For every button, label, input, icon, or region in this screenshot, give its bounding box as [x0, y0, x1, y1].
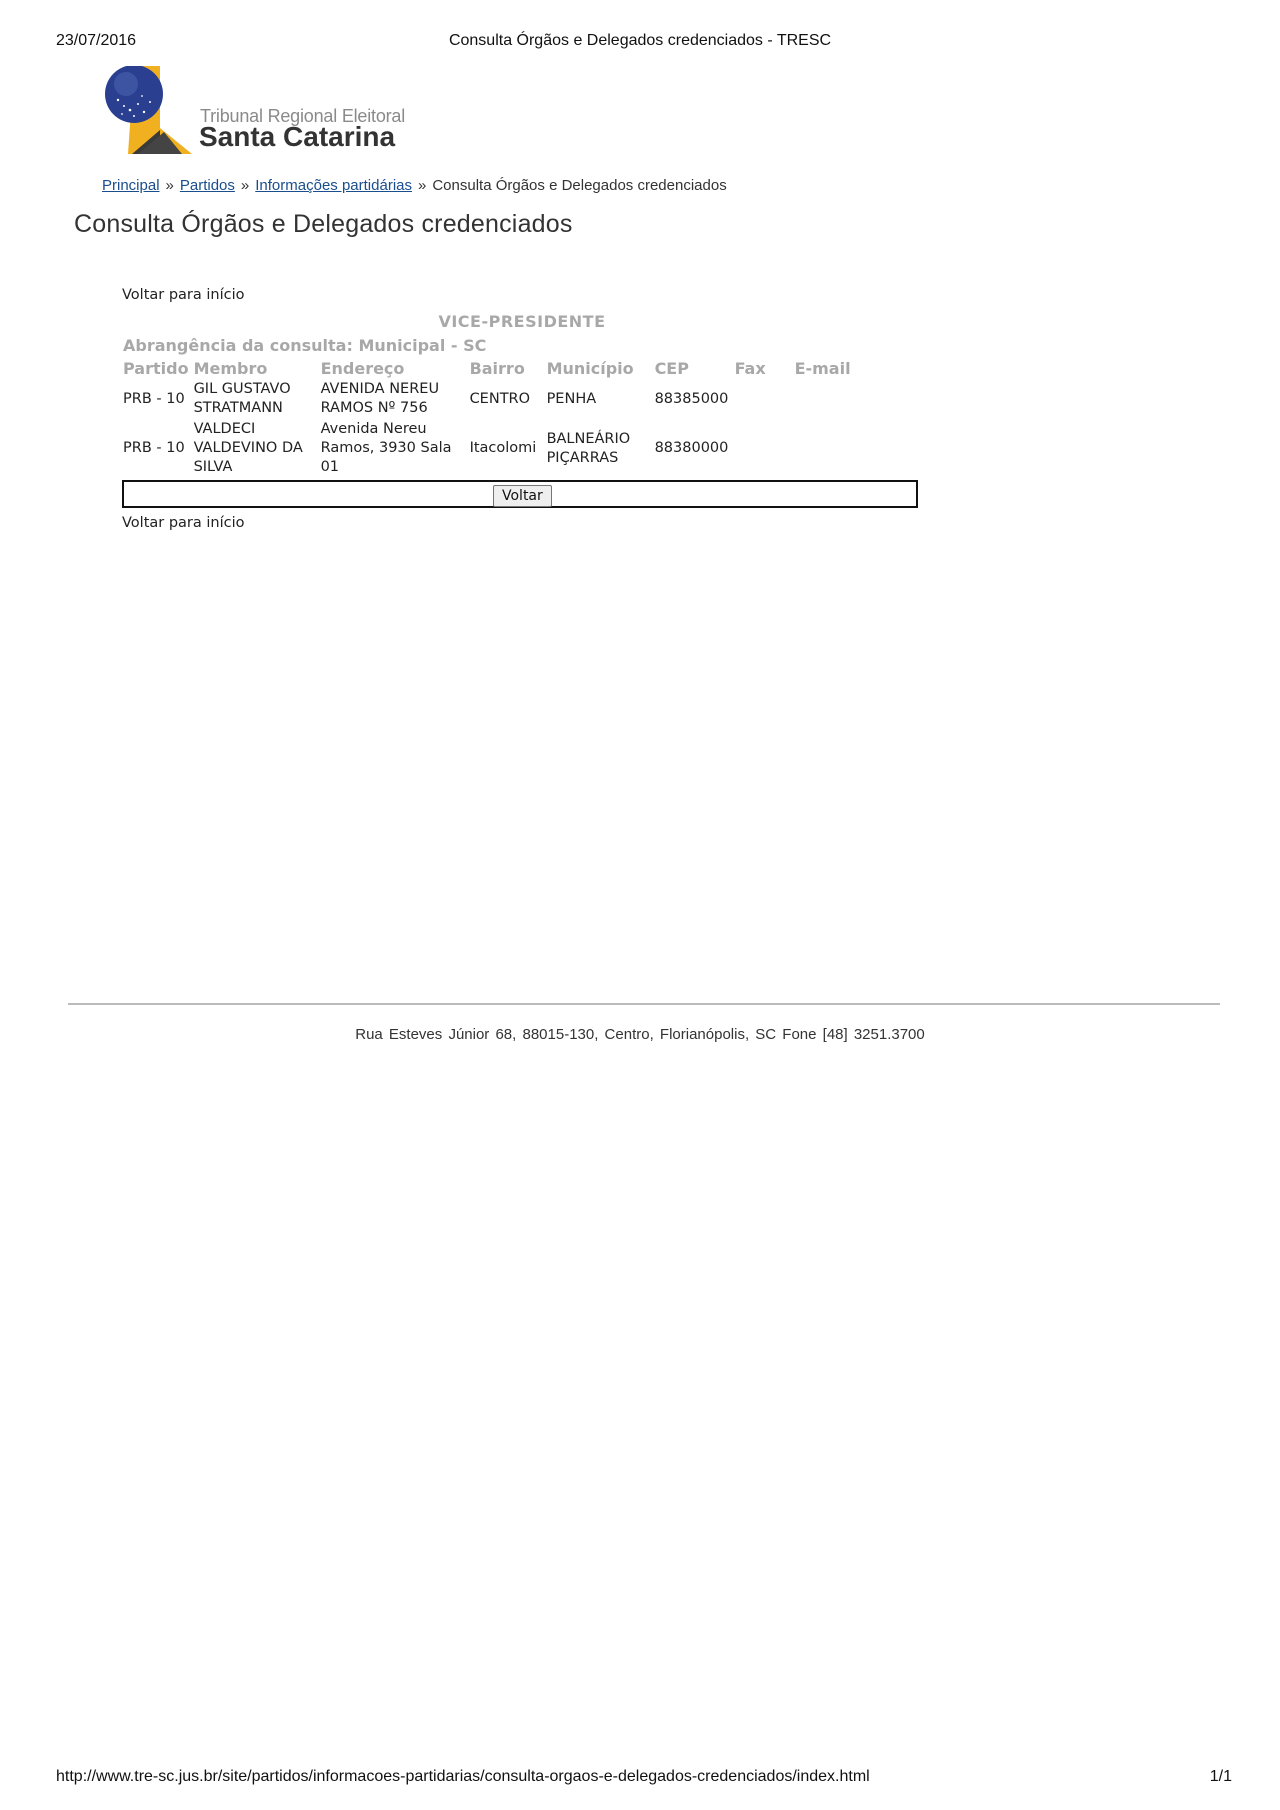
- cell-endereco-line: Ramos, 3930 Sala: [320, 440, 452, 456]
- print-page-title: Consulta Órgãos e Delegados credenciados - TRESC: [448, 32, 832, 49]
- voltar-button[interactable]: Voltar: [493, 485, 552, 507]
- cell-email: [794, 379, 859, 419]
- footer-address: Rua Esteves Júnior 68, 88015-130, Centro, Florianópolis, SC Fone [48] 3251.3700: [355, 1026, 925, 1043]
- cell-endereco: [320, 379, 469, 419]
- table-header-row: [122, 355, 859, 379]
- print-date: 23/07/2016: [56, 32, 137, 49]
- page-title: Consulta Órgãos e Delegados credenciados: [74, 210, 573, 238]
- cell-endereco-line: 01: [320, 459, 340, 475]
- voltar-form: [122, 480, 918, 508]
- cell-cep: 88385000: [654, 390, 729, 407]
- cell-membro-line: STRATMANN: [193, 400, 283, 416]
- cell-membro: [193, 379, 320, 419]
- print-page-count: 1/1: [1209, 1768, 1232, 1785]
- breadcrumb-separator: »: [240, 177, 250, 194]
- cell-endereco-line: Avenida Nereu: [320, 421, 427, 437]
- cell-municipio: [546, 379, 654, 419]
- cell-membro: [193, 419, 320, 478]
- cell-cep: 88380000: [654, 440, 729, 456]
- col-endereco: Endereço: [320, 358, 405, 378]
- cell-fax: [734, 419, 794, 478]
- col-membro: Membro: [193, 358, 268, 378]
- cell-endereco-line: RAMOS Nº 756: [320, 400, 428, 416]
- col-municipio: Município: [546, 358, 634, 378]
- results-content: [122, 287, 922, 531]
- cell-email: [794, 419, 859, 478]
- cell-partido: PRB - 10: [123, 440, 185, 456]
- role-heading: VICE-PRESIDENTE: [438, 312, 606, 331]
- cell-municipio-line: BALNEÁRIO: [546, 430, 631, 447]
- breadcrumb-separator: »: [165, 177, 174, 194]
- breadcrumb-principal-link[interactable]: Principal: [102, 177, 160, 194]
- col-cep: CEP: [654, 358, 689, 378]
- cell-municipio-line: PIÇARRAS: [546, 449, 619, 466]
- breadcrumb: [102, 177, 727, 194]
- cell-endereco: [320, 419, 469, 478]
- cell-municipio: [546, 419, 654, 478]
- cell-bairro: Itacolomi: [469, 440, 537, 456]
- breadcrumb-informacoes-link[interactable]: Informações partidárias: [255, 177, 412, 194]
- logo-state-text: Santa Catarina: [199, 121, 396, 152]
- table-row: [122, 419, 859, 478]
- cell-fax: [734, 379, 794, 419]
- cell-municipio-line: PENHA: [546, 390, 597, 407]
- tre-sc-logo-icon: [104, 66, 200, 156]
- print-url: http://www.tre-sc.jus.br/site/partidos/informacoes-partidarias/consulta-orgaos-e-delegados-credenciados/index.html: [56, 1768, 870, 1785]
- cell-membro-line: VALDEVINO DA: [193, 440, 303, 456]
- tre-sc-logo[interactable]: [104, 66, 424, 156]
- cell-membro-line: VALDECI: [193, 421, 256, 437]
- cell-membro-line: GIL GUSTAVO: [193, 381, 291, 397]
- back-to-start-link-top[interactable]: Voltar para início: [122, 287, 245, 303]
- table-row: [122, 379, 859, 419]
- breadcrumb-current: Consulta Órgãos e Delegados credenciados: [432, 177, 727, 194]
- query-scope: Abrangência da consulta: Municipal - SC: [123, 336, 487, 355]
- delegates-table: [122, 355, 859, 478]
- breadcrumb-partidos-link[interactable]: Partidos: [179, 177, 235, 194]
- logo-tribunal-text: Tribunal Regional Eleitoral: [200, 106, 406, 126]
- breadcrumb-separator: »: [418, 177, 427, 194]
- back-to-start-link-bottom[interactable]: Voltar para início: [122, 515, 245, 531]
- col-fax: Fax: [734, 358, 766, 378]
- cell-endereco-line: AVENIDA NEREU: [320, 381, 440, 397]
- col-partido: Partido: [123, 358, 189, 378]
- col-email: E-mail: [794, 358, 851, 378]
- cell-bairro: CENTRO: [469, 390, 531, 407]
- col-bairro: Bairro: [469, 358, 525, 378]
- cell-membro-line: SILVA: [193, 459, 233, 475]
- footer-divider: [68, 1003, 1220, 1005]
- cell-partido: PRB - 10: [123, 390, 185, 407]
